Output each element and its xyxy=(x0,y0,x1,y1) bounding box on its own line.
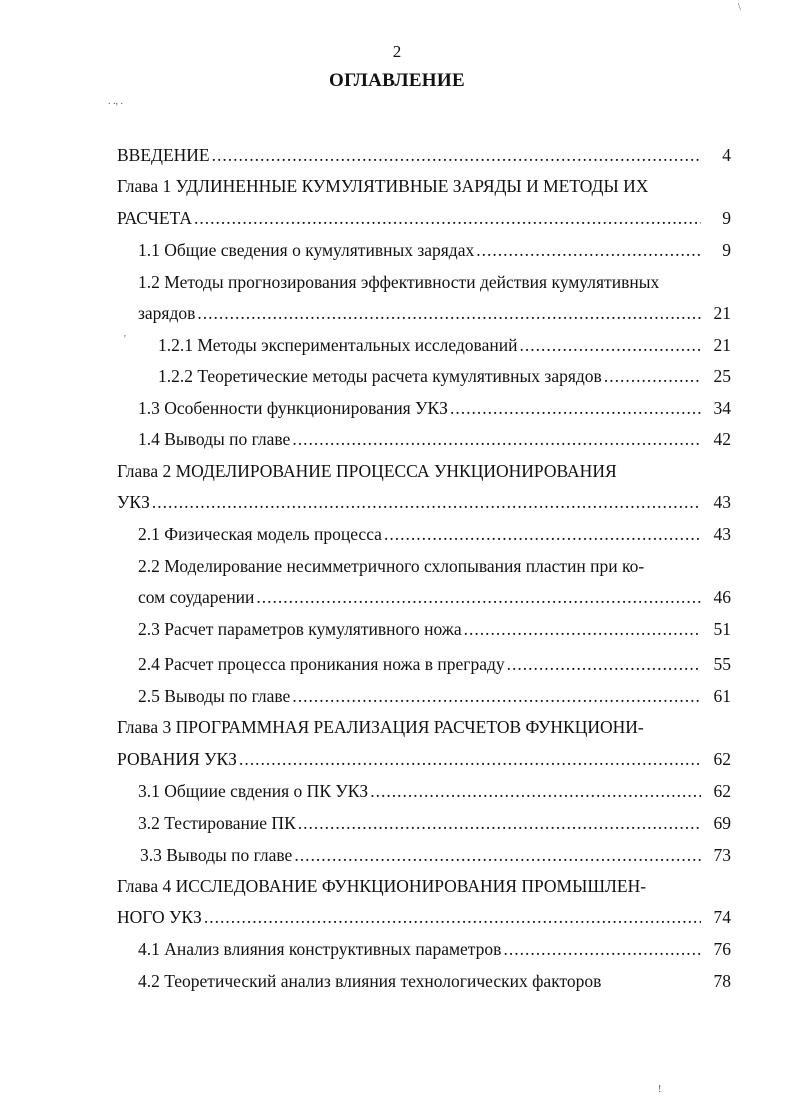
toc-entry-label: 2.3 Расчет параметров кумулятивного ножа xyxy=(138,619,462,639)
toc-page-number: 69 xyxy=(713,813,731,833)
toc-entry-2-1[interactable] xyxy=(138,524,731,544)
toc-entry-chapter-3[interactable] xyxy=(117,749,731,769)
toc-page-number: 73 xyxy=(713,845,731,865)
scan-speck-top-right: \ xyxy=(738,2,741,13)
toc-entry-label: 1.3 Особенности функционирования УКЗ xyxy=(138,398,448,418)
toc-entry-3-2[interactable] xyxy=(138,813,731,833)
toc-entry-label: РОВАНИЯ УКЗ xyxy=(117,749,237,769)
toc-entry-3-1[interactable] xyxy=(138,781,731,801)
toc-entry-label: НОГО УКЗ xyxy=(117,907,202,927)
scan-speck-top-left: . ., . xyxy=(108,96,123,107)
toc-entry-2-5[interactable] xyxy=(138,686,731,706)
toc-entry-1-2-1[interactable] xyxy=(158,335,731,355)
dot-leader xyxy=(507,654,701,674)
toc-page-number: 43 xyxy=(713,524,731,544)
toc-entry-label: ВВЕДЕНИЕ xyxy=(117,145,210,165)
dot-leader xyxy=(152,492,701,512)
toc-page-number: 61 xyxy=(713,686,731,706)
toc-entry-intro[interactable] xyxy=(117,145,731,165)
dot-leader xyxy=(298,813,701,833)
dot-leader xyxy=(604,366,701,386)
toc-page-number: 25 xyxy=(713,366,731,386)
toc-entry-label: 3.3 Выводы по главе xyxy=(140,845,293,865)
toc-chapter-4-heading[interactable]: Глава 4 ИССЛЕДОВАНИЕ ФУНКЦИОНИРОВАНИЯ ПРОМЫШЛЕН- xyxy=(117,876,647,896)
dot-leader xyxy=(204,907,701,927)
toc-page-number: 55 xyxy=(713,654,731,674)
toc-entry-label: 2.1 Физическая модель процесса xyxy=(138,524,382,544)
toc-entry-1-2[interactable] xyxy=(138,303,731,323)
dot-leader xyxy=(212,145,701,165)
dot-leader xyxy=(519,335,701,355)
toc-entry-chapter-1[interactable] xyxy=(117,208,731,228)
dot-leader xyxy=(476,240,701,260)
toc-entry-label: 4.1 Анализ влияния конструктивных параметров xyxy=(138,939,502,959)
toc-entry-2-2[interactable] xyxy=(138,587,731,607)
toc-entry-3-3[interactable] xyxy=(140,845,731,865)
toc-entry-chapter-4[interactable] xyxy=(117,907,731,927)
toc-entry-label: РАСЧЕТА xyxy=(117,208,193,228)
dot-leader xyxy=(197,303,701,323)
toc-entry-label: сом соударении xyxy=(138,587,255,607)
toc-page-number: 9 xyxy=(722,208,731,228)
toc-entry-label: 3.1 Общиие свдения о ПК УКЗ xyxy=(138,781,369,801)
toc-page-number: 62 xyxy=(713,781,731,801)
toc-entry-1-2-heading[interactable]: 1.2 Методы прогнозирования эффективности действия кумулятивных xyxy=(138,272,660,292)
toc-entry-label: 1.4 Выводы по главе xyxy=(138,429,291,449)
toc-page-number: 62 xyxy=(713,749,731,769)
toc-entry-label: 1.1 Общие сведения о кумулятивных зарядах xyxy=(138,240,475,260)
toc-entry-label: УКЗ xyxy=(117,492,150,512)
toc-page-number: 51 xyxy=(713,619,731,639)
dot-leader xyxy=(370,781,701,801)
toc-page-number: 21 xyxy=(713,303,731,323)
dot-leader xyxy=(256,587,701,607)
toc-entry-2-2-heading[interactable]: 2.2 Моделирование несимметричного схлопывания пластин при ко- xyxy=(138,556,645,576)
dot-leader xyxy=(464,619,701,639)
toc-entry-label: 4.2 Теоретический анализ влияния технологических факторов xyxy=(138,971,602,991)
toc-entry-4-2[interactable] xyxy=(138,971,731,991)
toc-page-number: 21 xyxy=(713,335,731,355)
toc-chapter-3-heading[interactable]: Глава 3 ПРОГРАММНАЯ РЕАЛИЗАЦИЯ РАСЧЕТОВ ФУНКЦИОНИ- xyxy=(117,717,644,737)
dot-leader xyxy=(292,686,701,706)
toc-entry-2-4[interactable] xyxy=(138,654,731,674)
toc-page-number: 74 xyxy=(713,907,731,927)
dot-leader xyxy=(294,845,701,865)
toc-entry-1-2-2[interactable] xyxy=(158,366,731,386)
toc-entry-2-3[interactable] xyxy=(138,619,731,639)
toc-page-number: 42 xyxy=(713,429,731,449)
dot-leader xyxy=(503,939,701,959)
toc-entry-4-1[interactable] xyxy=(138,939,731,959)
toc-entry-1-1[interactable] xyxy=(138,240,731,260)
toc-entry-1-3[interactable] xyxy=(138,398,731,418)
toc-page-number: 4 xyxy=(722,145,731,165)
dot-leader xyxy=(292,429,701,449)
toc-entry-label: 2.5 Выводы по главе xyxy=(138,686,291,706)
toc-page-number: 46 xyxy=(713,587,731,607)
scan-speck-margin: ' xyxy=(124,334,126,345)
toc-page-number: 34 xyxy=(713,398,731,418)
toc-page-number: 78 xyxy=(713,971,731,991)
toc-entry-label: 1.2.1 Методы экспериментальных исследований xyxy=(158,335,518,355)
toc-chapter-2-heading[interactable]: Глава 2 МОДЕЛИРОВАНИЕ ПРОЦЕССА УНКЦИОНИРОВАНИЯ xyxy=(117,461,617,481)
dot-leader xyxy=(194,208,701,228)
toc-entry-label: зарядов xyxy=(138,303,196,323)
page-number: 2 xyxy=(392,42,402,61)
page-title: ОГЛАВЛЕНИЕ xyxy=(329,70,465,91)
toc-page-number: 76 xyxy=(713,939,731,959)
toc-chapter-1-heading[interactable]: Глава 1 УДЛИНЕННЫЕ КУМУЛЯТИВНЫЕ ЗАРЯДЫ И МЕТОДЫ ИХ xyxy=(117,176,649,196)
dot-leader xyxy=(450,398,701,418)
dot-leader xyxy=(239,749,701,769)
toc-entry-chapter-2[interactable] xyxy=(117,492,731,512)
toc-entry-label: 3.2 Тестирование ПК xyxy=(138,813,296,833)
toc-entry-label: 2.4 Расчет процесса проникания ножа в преграду xyxy=(138,654,505,674)
scan-speck-bottom: ! xyxy=(658,1084,662,1095)
toc-entry-1-4[interactable] xyxy=(138,429,731,449)
dot-leader xyxy=(384,524,701,544)
toc-page-number: 43 xyxy=(713,492,731,512)
toc-page-number: 9 xyxy=(722,240,731,260)
toc-entry-label: 1.2.2 Теоретические методы расчета кумулятивных зарядов xyxy=(158,366,602,386)
